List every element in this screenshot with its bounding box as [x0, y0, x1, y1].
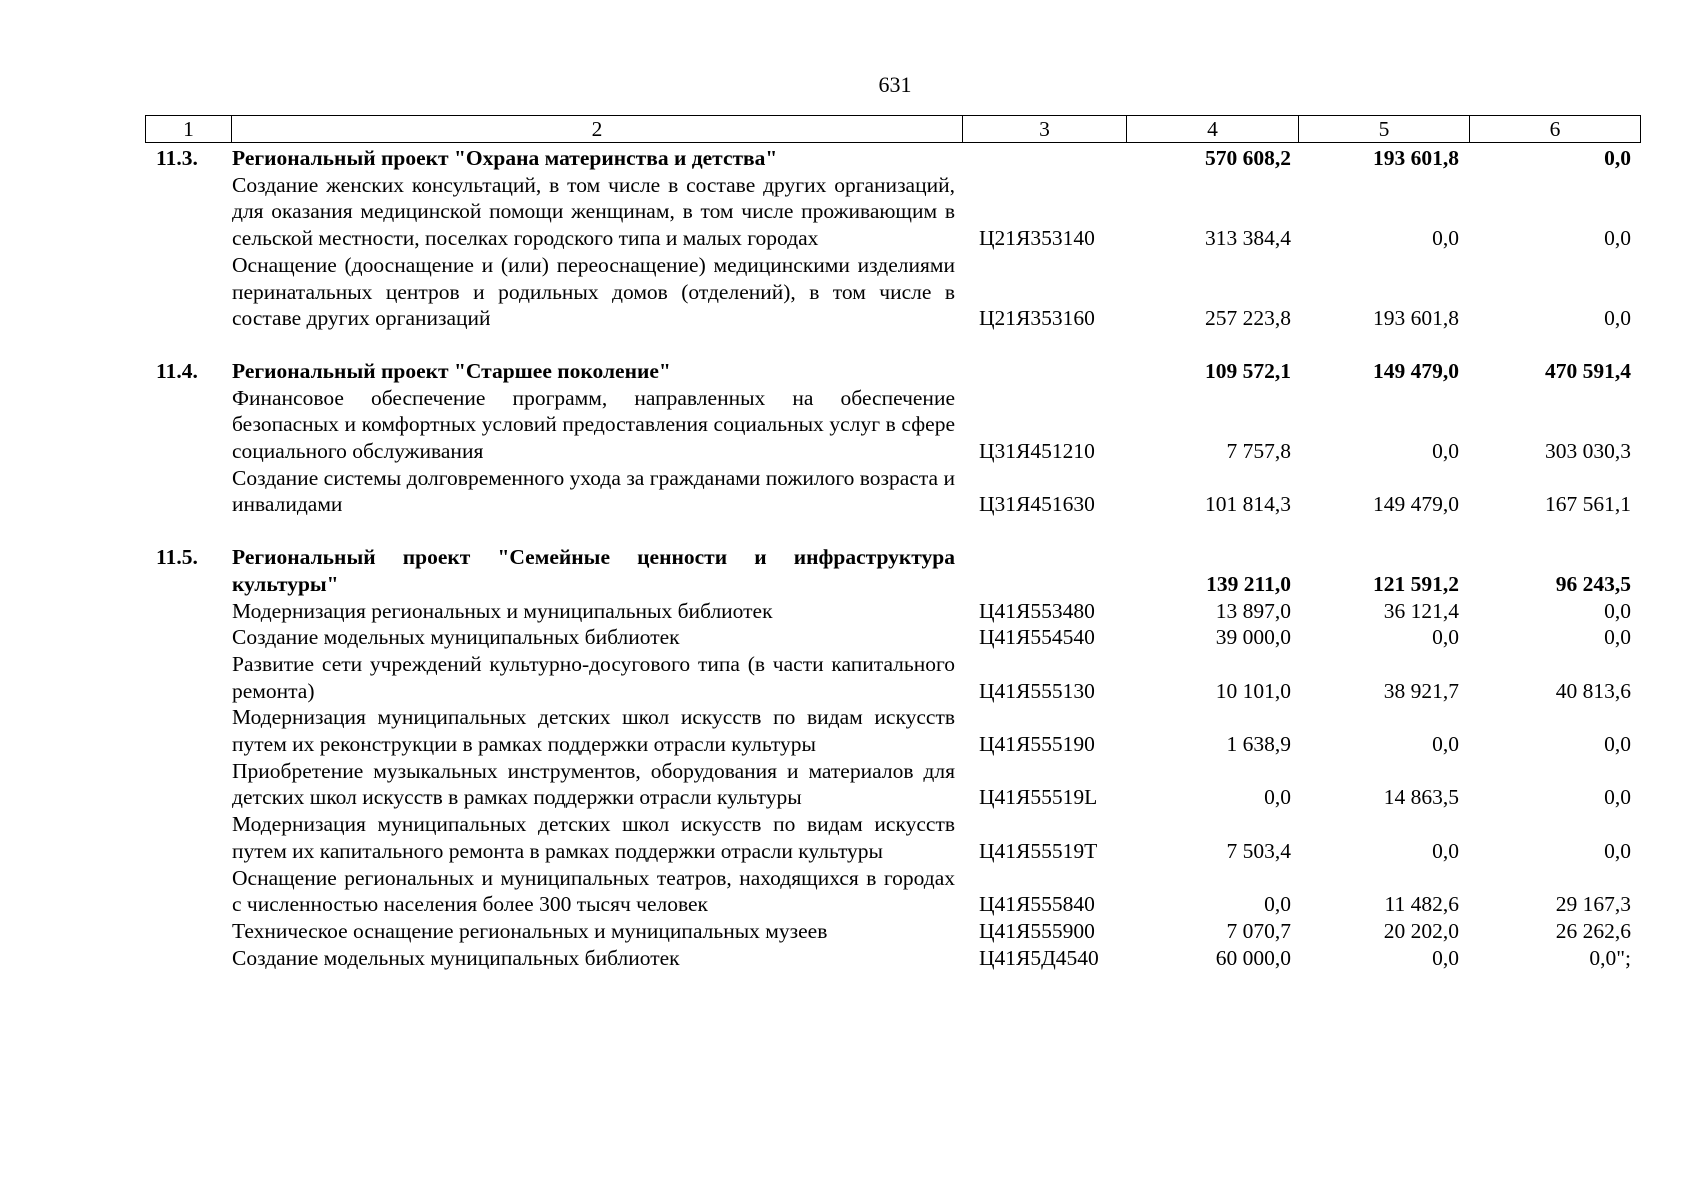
item-description: Модернизация муниципальных детских школ искусств по видам искусств путем их капитального ремонта в рамках поддержки отрасли культуры	[232, 812, 955, 863]
item-value-5: 0,0	[1432, 945, 1459, 970]
item-value-6: 0,0	[1604, 306, 1631, 331]
item-value-5: 0,0	[1432, 838, 1459, 863]
section-value-4: 570 608,2	[1205, 146, 1291, 170]
item-value-6: 40 813,6	[1555, 678, 1631, 703]
item-code: Ц41Я555130	[979, 678, 1095, 703]
item-row	[145, 758, 1645, 811]
item-description: Создание женских консультаций, в том числе в составе других организаций, для оказания медицинской помощи женщинам, в том числе проживающим в сельской местности, поселках городского типа и малых городах	[232, 172, 955, 251]
item-value-6: 0,0";	[1589, 945, 1631, 970]
item-value-6: 0,0	[1604, 226, 1631, 251]
item-row	[145, 624, 1645, 651]
item-value-4: 7 070,7	[1226, 918, 1291, 943]
item-value-4: 39 000,0	[1215, 625, 1291, 650]
item-description: Финансовое обеспечение программ, направленных на обеспечение безопасных и комфортных условий предоставления социальных услуг в сфере социального обслуживания	[232, 385, 955, 464]
item-description: Создание модельных муниципальных библиотек	[232, 945, 680, 970]
item-value-5: 149 479,0	[1373, 492, 1459, 517]
item-value-5: 11 482,6	[1384, 892, 1459, 917]
item-description: Модернизация региональных и муниципальных библиотек	[232, 598, 773, 623]
item-value-6: 303 030,3	[1545, 439, 1631, 464]
section-value-5: 121 591,2	[1373, 571, 1459, 596]
item-value-4: 101 814,3	[1205, 492, 1291, 517]
item-row	[145, 385, 1645, 465]
item-value-4: 257 223,8	[1205, 306, 1291, 331]
item-value-6: 29 167,3	[1555, 892, 1631, 917]
section-row	[145, 145, 1645, 172]
header-cell: 6	[1470, 116, 1641, 143]
item-code: Ц21Я353160	[979, 306, 1095, 331]
section-title: Региональный проект "Старшее поколение"	[232, 358, 671, 383]
item-value-5: 193 601,8	[1373, 306, 1459, 331]
header-cell: 5	[1299, 116, 1470, 143]
item-value-5: 36 121,4	[1383, 598, 1459, 623]
item-description: Техническое оснащение региональных и муниципальных музеев	[232, 918, 828, 943]
item-code: Ц41Я55519Т	[979, 838, 1098, 863]
section-value-4: 139 211,0	[1206, 571, 1291, 596]
item-row	[145, 598, 1645, 625]
item-description: Создание модельных муниципальных библиотек	[232, 625, 680, 650]
item-description: Оснащение (дооснащение и (или) переоснащение) медицинскими изделиями перинатальных центров и родильных домов (отделений), в том числе в составе других организаций	[232, 252, 955, 331]
item-description: Приобретение музыкальных инструментов, оборудования и материалов для детских школ искусств в рамках поддержки отрасли культуры	[232, 758, 955, 810]
item-value-6: 26 262,6	[1555, 918, 1631, 943]
item-value-4: 313 384,4	[1205, 226, 1291, 251]
section-value-6: 0,0	[1604, 146, 1631, 170]
item-row	[145, 465, 1645, 518]
item-value-6: 0,0	[1604, 785, 1631, 810]
item-row	[145, 865, 1645, 918]
item-value-4: 7 503,4	[1226, 838, 1291, 863]
item-code: Ц41Я5Д4540	[979, 945, 1099, 970]
header-cell: 2	[232, 116, 963, 143]
item-value-4: 13 897,0	[1215, 598, 1291, 623]
item-value-4: 10 101,0	[1215, 678, 1291, 703]
item-value-5: 0,0	[1432, 439, 1459, 464]
item-value-5: 0,0	[1432, 732, 1459, 757]
header-cell: 3	[963, 116, 1127, 143]
section-title: Региональный проект "Охрана материнства и детства"	[232, 146, 778, 170]
item-description: Модернизация муниципальных детских школ искусств по видам искусств путем их реконструкции в рамках поддержки отрасли культуры	[232, 705, 955, 757]
item-row	[145, 811, 1645, 864]
item-value-4: 60 000,0	[1215, 945, 1291, 970]
item-value-6: 0,0	[1604, 732, 1631, 757]
item-code: Ц41Я554540	[979, 625, 1095, 650]
section-title: Региональный проект "Семейные ценности и инфраструктура культуры"	[232, 545, 955, 596]
section-row	[145, 544, 1645, 597]
section-number: 11.5.	[156, 545, 198, 570]
item-code: Ц21Я353140	[979, 226, 1095, 251]
item-code: Ц31Я451630	[979, 492, 1095, 517]
item-code: Ц41Я555190	[979, 732, 1095, 757]
section-number: 11.3.	[156, 146, 198, 170]
item-value-4: 1 638,9	[1226, 732, 1291, 757]
item-description: Оснащение региональных и муниципальных театров, находящихся в городах с численностью населения более 300 тысяч человек	[232, 865, 955, 917]
item-row	[145, 172, 1645, 252]
item-row	[145, 918, 1645, 945]
item-row	[145, 945, 1645, 972]
item-value-5: 14 863,5	[1383, 785, 1459, 810]
item-value-6: 167 561,1	[1545, 492, 1631, 517]
section-row	[145, 358, 1645, 385]
section-value-6: 470 591,4	[1545, 358, 1631, 383]
section-value-5: 149 479,0	[1373, 358, 1459, 383]
item-value-5: 0,0	[1432, 625, 1459, 650]
item-row	[145, 252, 1645, 332]
section-value-5: 193 601,8	[1373, 146, 1459, 170]
item-description: Создание системы долговременного ухода за гражданами пожилого возраста и инвалидами	[232, 465, 955, 517]
header-cell: 4	[1127, 116, 1299, 143]
item-value-6: 0,0	[1604, 838, 1631, 863]
section-value-4: 109 572,1	[1205, 358, 1291, 383]
page-number: 631	[878, 72, 912, 97]
item-code: Ц41Я555840	[979, 892, 1095, 917]
item-value-4: 0,0	[1264, 892, 1291, 917]
section-number: 11.4.	[156, 358, 198, 383]
item-row	[145, 704, 1645, 757]
budget-table-body	[145, 145, 1645, 971]
item-value-4: 7 757,8	[1226, 439, 1291, 464]
item-value-5: 38 921,7	[1383, 678, 1459, 703]
item-description: Развитие сети учреждений культурно-досугового типа (в части капитального ремонта)	[232, 651, 955, 703]
item-code: Ц41Я553480	[979, 598, 1095, 623]
item-row	[145, 651, 1645, 704]
item-code: Ц31Я451210	[979, 439, 1095, 464]
column-number-header	[145, 115, 1641, 143]
header-cell: 1	[146, 116, 232, 143]
item-value-5: 0,0	[1432, 226, 1459, 251]
item-value-6: 0,0	[1604, 598, 1631, 623]
item-value-4: 0,0	[1264, 785, 1291, 810]
section-value-6: 96 243,5	[1555, 571, 1631, 596]
item-value-5: 20 202,0	[1383, 918, 1459, 943]
item-value-6: 0,0	[1604, 625, 1631, 650]
item-code: Ц41Я555900	[979, 918, 1095, 943]
item-code: Ц41Я55519L	[979, 785, 1098, 810]
